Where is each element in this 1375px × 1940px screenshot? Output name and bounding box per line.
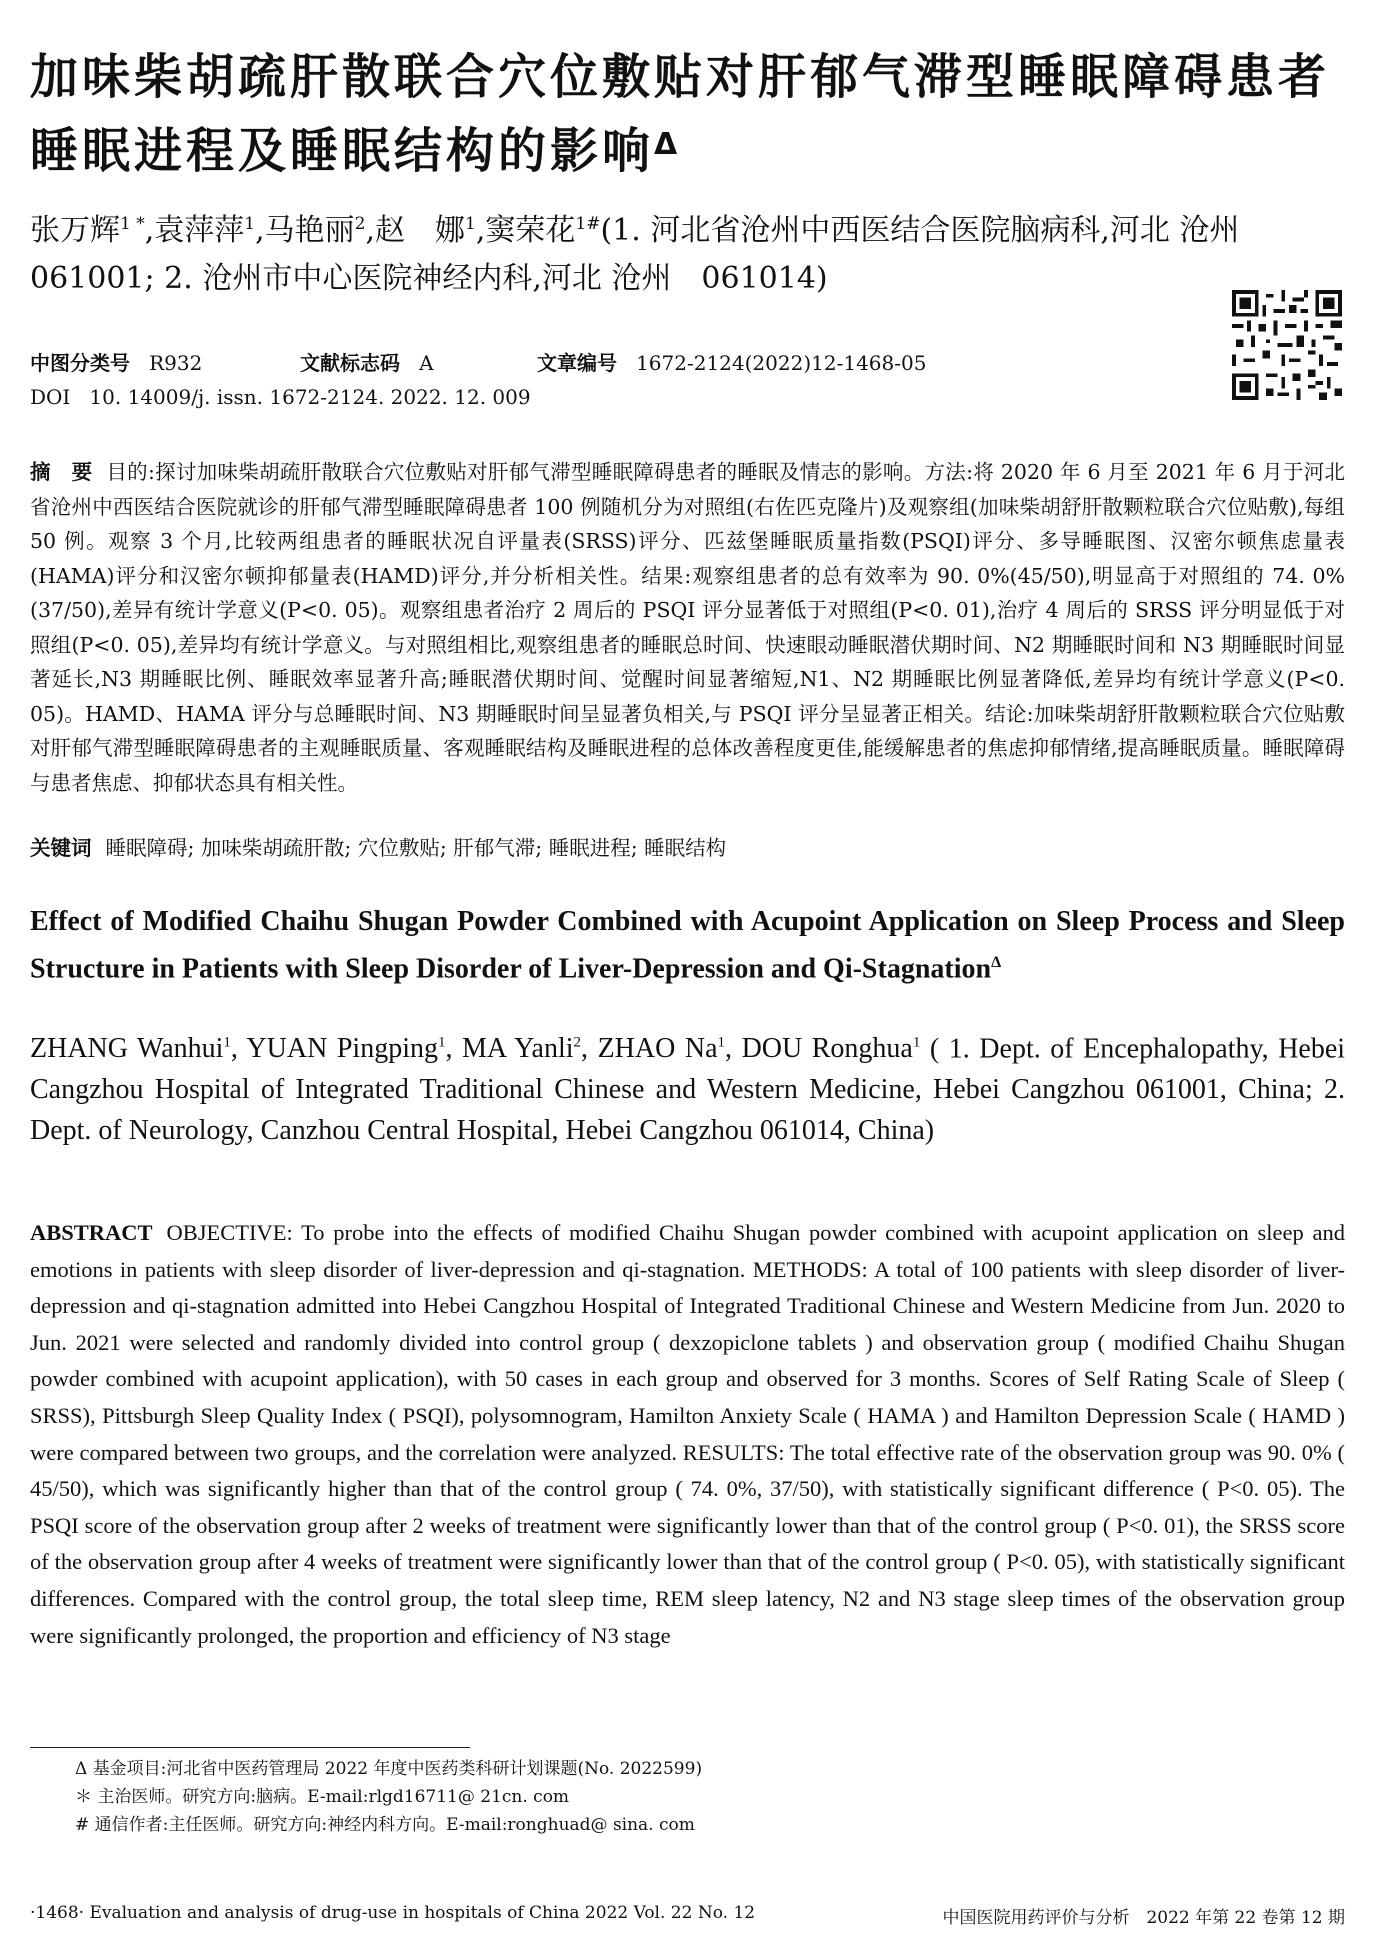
abstract-label-cn: 摘 要	[30, 460, 93, 484]
abstract-text-en: OBJECTIVE: To probe into the effects of modified Chaihu Shugan powder combined with acupoint application on sleep and emotions in patients with sleep disorder of liver-depression and qi-stagnation. METHODS: A total of 100 patients with sleep disorder of liver-depression and qi-stagnation admitted into Hebei Cangzhou Hospital of Integrated Traditional Chinese and Western Medicine from Jun. 2020 to Jun. 2021 were selected and randomly divided into control group ( dexzopiclone tablets ) and observation group ( modified Chaihu Shugan powder combined with acupoint application), with 50 cases in each group and observed for 3 months. Scores of Self Rating Scale of Sleep ( SRSS), Pittsburgh Sleep Quality Index ( PSQI), polysomnogram, Hamilton Anxiety Scale ( HAMA ) and Hamilton Depression Scale ( HAMD ) were compared between two groups, and the correlation were analyzed. RESULTS: The total effective rate of the observation group was 90. 0% ( 45/50), which was significantly higher than that of the control group ( 74. 0%, 37/50), with statistically significant difference ( P<0. 05). The PSQI score of the observation group after 2 weeks of treatment were significantly lower than that of the control group ( P<0. 01), the SRSS score of the observation group after 4 weeks of treatment were significantly lower than that of the control group ( P<0. 05), with statistically significant differences. Compared with the control group, the total sleep time, REM sleep latency, N2 and N3 stage sleep times of the observation group were significantly prolonged, the proportion and efficiency of N3 stage	[30, 1220, 1345, 1648]
keywords-label-cn: 关键词	[30, 836, 92, 860]
footnote-corresponding-author: # 通信作者:主任医师。研究方向:神经内科方向。E-mail:ronghuad@ sina. com	[75, 1815, 695, 1835]
keywords-cn	[30, 833, 1345, 863]
article-number: 文章编号 1672-2124(2022)12-1468-05	[537, 351, 927, 375]
clc-number: 中图分类号 R932	[30, 351, 203, 375]
keywords-text-cn: 睡眠障碍; 加味柴胡疏肝散; 穴位敷贴; 肝郁气滞; 睡眠进程; 睡眠结构	[105, 836, 727, 860]
affiliations-en: ( 1. Dept. of Encephalopathy, Hebei Cangzhou Hospital of Integrated Traditional Chinese and Western Medicine, Hebei Cangzhou 061001, China; 2. Dept. of Neurology, Canzhou Central Hospital, Hebei Cangzhou 061014, China)	[30, 1033, 1346, 1147]
author-en: YUAN Pingping$^1$,	[246, 1033, 463, 1065]
author: 马艳丽$^2$,	[264, 213, 376, 248]
footnote-divider	[30, 1747, 470, 1748]
author-en: DOU Ronghua$^1$	[741, 1033, 921, 1065]
abstract-cn	[30, 455, 1345, 800]
doi: DOI 10. 14009/j. issn. 1672-2124. 2022. 12. 009	[30, 385, 531, 409]
footnote-first-author: ＊ 主治医师。研究方向:脑病。E-mail:rlgd16711@ 21cn. com	[75, 1787, 570, 1807]
author-en: ZHAO Na$^1$,	[597, 1033, 742, 1065]
funding-mark-en: Δ	[991, 954, 1002, 971]
footnotes	[75, 1755, 1275, 1839]
document-code: 文献标志码 A	[300, 351, 434, 375]
abstract-text-cn: 目的:探讨加味柴胡疏肝散联合穴位敷贴对肝郁气滞型睡眠障碍患者的睡眠及情志的影响。方法:将 2020 年 6 月至 2021 年 6 月于河北省沧州中西医结合医院就诊的肝郁气滞型睡眠障碍患者 100 例随机分为对照组(右佐匹克隆片)及观察组(加味柴胡舒肝散颗粒联合穴位贴敷),每组 50 例。观察 3 个月,比较两组患者的睡眠状况自评量表(SRSS)评分、匹兹堡睡眠质量指数(PSQI)评分、多导睡眠图、汉密尔顿焦虑量表(HAMA)评分和汉密尔顿抑郁量表(HAMD)评分,并分析相关性。结果:观察组患者的总有效率为 90. 0%(45/50),明显高于对照组的 74. 0%(37/50),差异有统计学意义(P<0. 05)。观察组患者治疗 2 周后的 PSQI 评分显著低于对照组(P<0. 01),治疗 4 周后的 SRSS 评分明显低于对照组(P<0. 05),差异均有统计学意义。与对照组相比,观察组患者的睡眠总时间、快速眼动睡眠潜伏期时间、N2 期睡眠时间和 N3 期睡眠时间显著延长,N3 期睡眠比例、睡眠效率显著升高;睡眠潜伏期时间、觉醒时间显著缩短,N1、N2 期睡眠比例显著降低,差异均有统计学意义(P<0. 05)。HAMD、HAMA 评分与总睡眠时间、N3 期睡眠时间呈显著负相关,与 PSQI 评分呈显著正相关。结论:加味柴胡舒肝散颗粒联合穴位贴敷对肝郁气滞型睡眠障碍患者的主观睡眠质量、客观睡眠结构及睡眠进程的总体改善程度更佳,能缓解患者的焦虑抑郁情绪,提高睡眠质量。睡眠障碍与患者焦虑、抑郁状态具有相关性。	[30, 460, 1346, 795]
footer-left: ·1468· Evaluation and analysis of drug-use in hospitals of China 2022 Vol. 22 No. 12	[30, 1903, 756, 1923]
author-list-en	[30, 1023, 1345, 1151]
abstract-label-en: ABSTRACT	[30, 1220, 153, 1245]
author-en: ZHANG Wanhui$^1$,	[30, 1033, 247, 1065]
qr-code-icon	[1232, 290, 1342, 400]
author-en: MA Yanli$^2$,	[462, 1033, 598, 1065]
author: 袁萍萍$^1$,	[154, 213, 265, 248]
article-title-en	[30, 901, 1345, 989]
abstract-en	[30, 1215, 1345, 1654]
author-list-cn	[30, 200, 1350, 303]
footnote-funding: Δ 基金项目:河北省中医药管理局 2022 年度中医药类科研计划课题(No. 2022599)	[75, 1759, 703, 1779]
author: 赵 娜$^1$,	[375, 213, 486, 248]
funding-mark: Δ	[654, 127, 682, 162]
footer-right: 中国医院用药评价与分析 2022 年第 22 卷第 12 期	[942, 1908, 1345, 1928]
article-title-cn	[30, 40, 1350, 188]
title-en-text: Effect of Modified Chaihu Shugan Powder Combined with Acupoint Application on Sleep Process and Sleep Structure in Patients with Sleep Disorder of Liver-Depression and Qi-Stagnation	[30, 906, 1345, 985]
author: 张万辉$^{1 *}$,	[30, 213, 155, 248]
affiliations-cn: (1. 河北省沧州中西医结合医院脑病科,河北 沧州 061001; 2. 沧州市中心医院神经内科,河北 沧州 061014)	[30, 213, 1270, 296]
author: 窦荣花$^{1\#}$	[485, 213, 601, 248]
title-cn-text: 加味柴胡疏肝散联合穴位敷贴对肝郁气滞型睡眠障碍患者睡眠进程及睡眠结构的影响	[30, 49, 1331, 179]
